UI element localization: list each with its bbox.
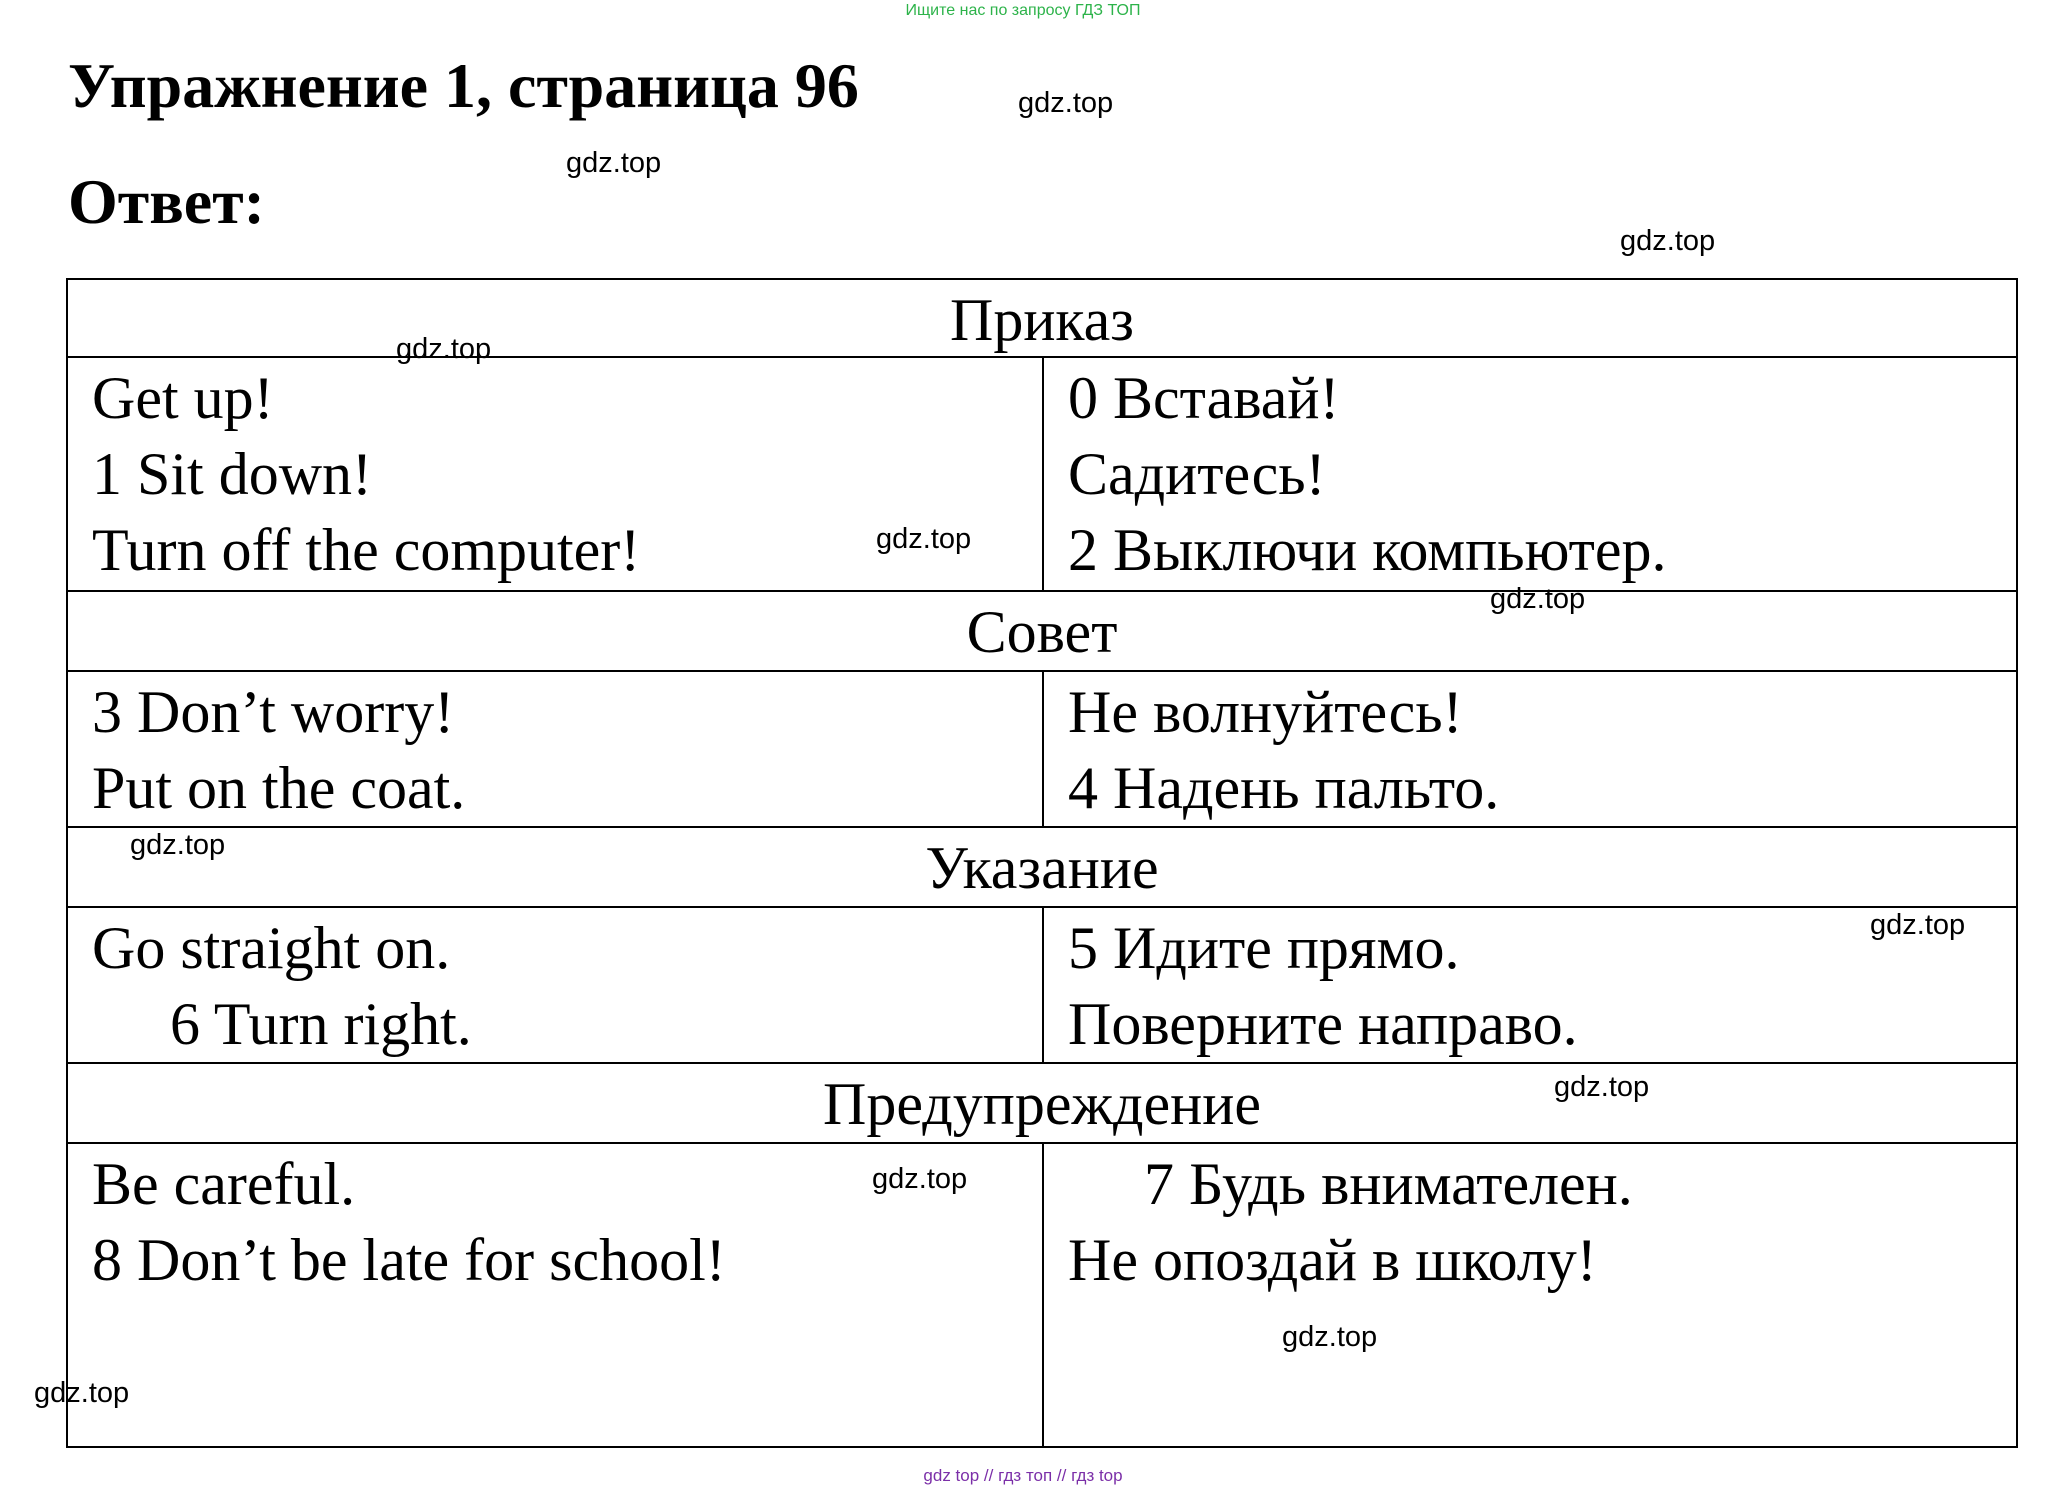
watermark-text: gdz.top: [1282, 1321, 1378, 1353]
table-line: 1 Sit down!: [92, 441, 373, 507]
table-line: Не волнуйтесь!: [1068, 679, 1463, 745]
table-line: Be careful.: [92, 1151, 356, 1217]
table-line: 3 Don’t worry!: [92, 679, 455, 745]
top-banner: Ищите нас по запросу ГДЗ ТОП: [905, 2, 1141, 19]
watermark-text: gdz.top: [396, 333, 492, 365]
table-line: Не опоздай в школу!: [1068, 1227, 1597, 1293]
column-divider: [1042, 356, 1044, 590]
watermark-text: gdz.top: [872, 1163, 968, 1195]
column-divider: [1042, 670, 1044, 826]
section-header-order: Приказ: [949, 287, 1134, 353]
table-line: 8 Don’t be late for school!: [92, 1227, 726, 1293]
table-line: Put on the coat.: [92, 755, 466, 821]
table-line: 4 Надень пальто.: [1068, 755, 1500, 821]
section-header-advice: Совет: [966, 599, 1118, 665]
column-divider: [1042, 906, 1044, 1062]
watermark-text: gdz.top: [1490, 583, 1586, 615]
table-cell-right: [1068, 360, 1667, 588]
table-line: 7 Будь внимателен.: [1144, 1151, 1633, 1217]
table-line: Поверните направо.: [1068, 991, 1578, 1057]
watermark-text: gdz.top: [1554, 1071, 1650, 1103]
table-cell-right: [1068, 674, 1499, 826]
table-line: 0 Вставай!: [1068, 365, 1340, 431]
watermark-text: gdz.top: [566, 147, 662, 179]
watermark-text: gdz.top: [1870, 909, 1966, 941]
table-line: Садитесь!: [1068, 441, 1326, 507]
column-divider: [1042, 1142, 1044, 1448]
table-line: Go straight on.: [92, 915, 451, 981]
watermark-text: gdz.top: [1620, 225, 1716, 257]
table-cell-right: [1068, 910, 1578, 1062]
watermark-text: gdz.top: [876, 523, 972, 555]
table-line: Get up!: [92, 365, 274, 431]
table-line: 2 Выключи компьютер.: [1068, 517, 1667, 583]
table-cell-left: [92, 1146, 726, 1298]
page-title: Упражнение 1, страница 96: [68, 50, 859, 121]
table-cell-right: [1068, 1146, 1633, 1298]
section-header-instruction: Указание: [925, 835, 1159, 901]
answer-label: Ответ:: [68, 166, 265, 237]
table-line: 5 Идите прямо.: [1068, 915, 1460, 981]
table-line: 6 Turn right.: [170, 991, 472, 1057]
watermark-text: gdz.top: [1018, 87, 1114, 119]
watermark-text: gdz.top: [34, 1377, 130, 1409]
section-header-warning: Предупреждение: [823, 1071, 1261, 1137]
table-cell-left: [92, 360, 640, 588]
table-cell-left: [92, 910, 472, 1062]
table-cell-left: [92, 674, 465, 826]
watermark-text: gdz.top: [130, 829, 226, 861]
bottom-banner: gdz top // гдз топ // гдз top: [923, 1466, 1123, 1485]
table-line: Turn off the computer!: [92, 517, 641, 583]
answer-table: [66, 278, 2018, 1448]
